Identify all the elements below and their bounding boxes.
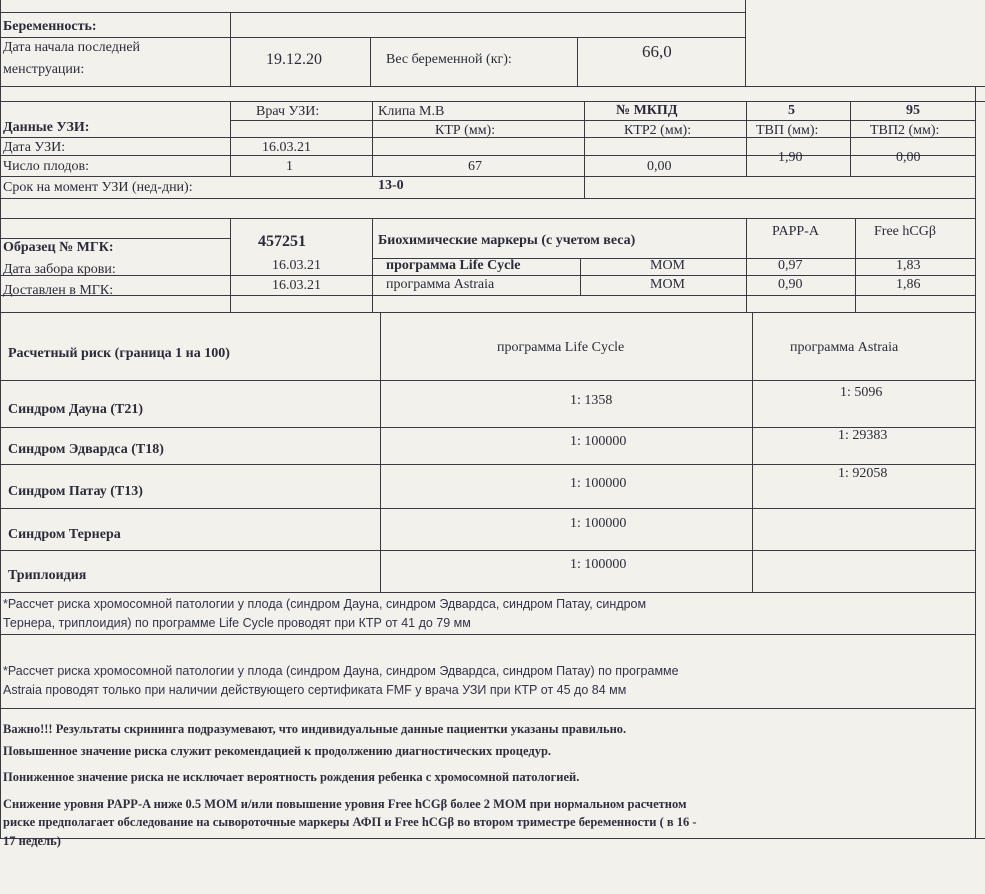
pregnancy-header: Беременность: xyxy=(3,19,97,34)
pappa-label: PAPP-A xyxy=(772,224,819,239)
mkpd-right: 95 xyxy=(906,103,920,118)
mkpd-left: 5 xyxy=(788,103,795,118)
ktr2-label: КТР2 (мм): xyxy=(624,123,692,138)
hcg-label: Free hCGβ xyxy=(874,224,936,239)
risk-row-name: Синдром Дауна (T21) xyxy=(8,402,144,417)
lmp-label-cont: менструации: xyxy=(3,62,85,77)
pappa-astraia: 0,90 xyxy=(778,277,803,292)
note-astraia-cont: Astraia проводят только при наличии действующего сертификата FMF у врача УЗИ при КТР от 45 до 84 мм xyxy=(3,683,627,697)
fetus-count: 1 xyxy=(286,159,293,174)
weight-value: 66,0 xyxy=(642,42,672,61)
biochem-label: Биохимические маркеры (с учетом веса) xyxy=(378,233,636,248)
lifecycle-bio-label: программа Life Cycle xyxy=(386,258,521,273)
tvp-value: 1,90 xyxy=(778,150,803,165)
us-date-label: Дата УЗИ: xyxy=(3,140,66,155)
risk-row-name: Синдром Эдвардса (T18) xyxy=(8,442,164,457)
ultrasound-header: Данные УЗИ: xyxy=(3,120,90,135)
important-line-6: 17 недель) xyxy=(3,834,61,848)
sample-number: 457251 xyxy=(258,233,306,250)
hcg-astraia: 1,86 xyxy=(896,277,921,292)
weight-label: Вес беременной (кг): xyxy=(386,52,512,67)
important-line-3: Пониженное значение риска не исключает вероятность рождения ребенка с хромосомной патологией. xyxy=(3,770,580,784)
tvp2-value: 0,00 xyxy=(896,150,921,165)
mkpd-label: № МКПД xyxy=(616,103,678,118)
tvp-label: ТВП (мм): xyxy=(756,123,819,138)
pappa-lifecycle: 0,97 xyxy=(778,258,803,273)
risk-row-astraia: 1: 29383 xyxy=(838,428,888,443)
note-lifecycle: *Рассчет риска хромосомной патологии у плода (синдром Дауна, синдром Эдвардса, синдром Патау, синдром xyxy=(3,597,647,611)
risk-header: Расчетный риск (граница 1 на 100) xyxy=(8,346,230,361)
ktr2-value: 0,00 xyxy=(647,159,672,174)
risk-row-name: Триплоидия xyxy=(8,568,87,583)
note-astraia: *Рассчет риска хромосомной патологии у плода (синдром Дауна, синдром Эдвардса, синдром Патау) по программе xyxy=(3,664,679,678)
doctor-name: Клипа М.В xyxy=(378,104,445,119)
delivered-label: Доставлен в МГК: xyxy=(3,283,114,298)
important-line-5: риске предполагает обследование на сывороточные маркеры АФП и Free hCGβ во втором триместре беременности ( в 16 - xyxy=(3,815,697,829)
note-lifecycle-cont: Тернера, триплоидия) по программе Life Cycle проводят при КТР от 41 до 79 мм xyxy=(3,616,471,630)
us-date: 16.03.21 xyxy=(262,140,311,155)
risk-row-astraia: 1: 5096 xyxy=(840,385,883,400)
astraia-bio-label: программа Astraia xyxy=(386,277,495,292)
term-label: Срок на момент УЗИ (нед-дни): xyxy=(3,180,193,195)
important-line-2: Повышенное значение риска служит рекомендацией к продолжению диагностических процедур. xyxy=(3,744,552,758)
fetus-label: Число плодов: xyxy=(3,159,89,174)
tvp2-label: ТВП2 (мм): xyxy=(870,123,940,138)
risk-row-lifecycle: 1: 1358 xyxy=(570,393,613,408)
risk-row-lifecycle: 1: 100000 xyxy=(570,557,627,572)
risk-row-name: Синдром Патау (T13) xyxy=(8,484,143,499)
risk-col-lifecycle: программа Life Cycle xyxy=(497,340,625,355)
ktr-value: 67 xyxy=(468,159,482,174)
mom-lifecycle: MOM xyxy=(650,258,686,273)
mom-astraia: MOM xyxy=(650,277,686,292)
risk-row-name: Синдром Тернера xyxy=(8,527,121,542)
ktr-label: КТР (мм): xyxy=(435,123,496,138)
sample-label: Образец № МГК: xyxy=(3,240,114,255)
lmp-label: Дата начала последней xyxy=(3,40,141,55)
blood-date: 16.03.21 xyxy=(272,258,321,273)
doctor-label: Врач УЗИ: xyxy=(256,104,320,119)
important-line-4: Снижение уровня PAPP-A ниже 0.5 МОМ и/или повышение уровня Free hCGβ более 2 МОМ при нормальном расчетном xyxy=(3,797,687,811)
lmp-date: 19.12.20 xyxy=(266,51,322,68)
risk-row-lifecycle: 1: 100000 xyxy=(570,476,627,491)
term-value: 13-0 xyxy=(378,178,404,193)
delivered-date: 16.03.21 xyxy=(272,278,321,293)
risk-row-astraia: 1: 92058 xyxy=(838,466,888,481)
hcg-lifecycle: 1,83 xyxy=(896,258,921,273)
important-line-1: Важно!!! Результаты скрининга подразумевают, что индивидуальные данные пациентки указаны правильно. xyxy=(3,722,627,736)
risk-col-astraia: программа Astraia xyxy=(790,340,899,355)
risk-row-lifecycle: 1: 100000 xyxy=(570,516,627,531)
blood-date-label: Дата забора крови: xyxy=(3,262,116,277)
risk-row-lifecycle: 1: 100000 xyxy=(570,434,627,449)
